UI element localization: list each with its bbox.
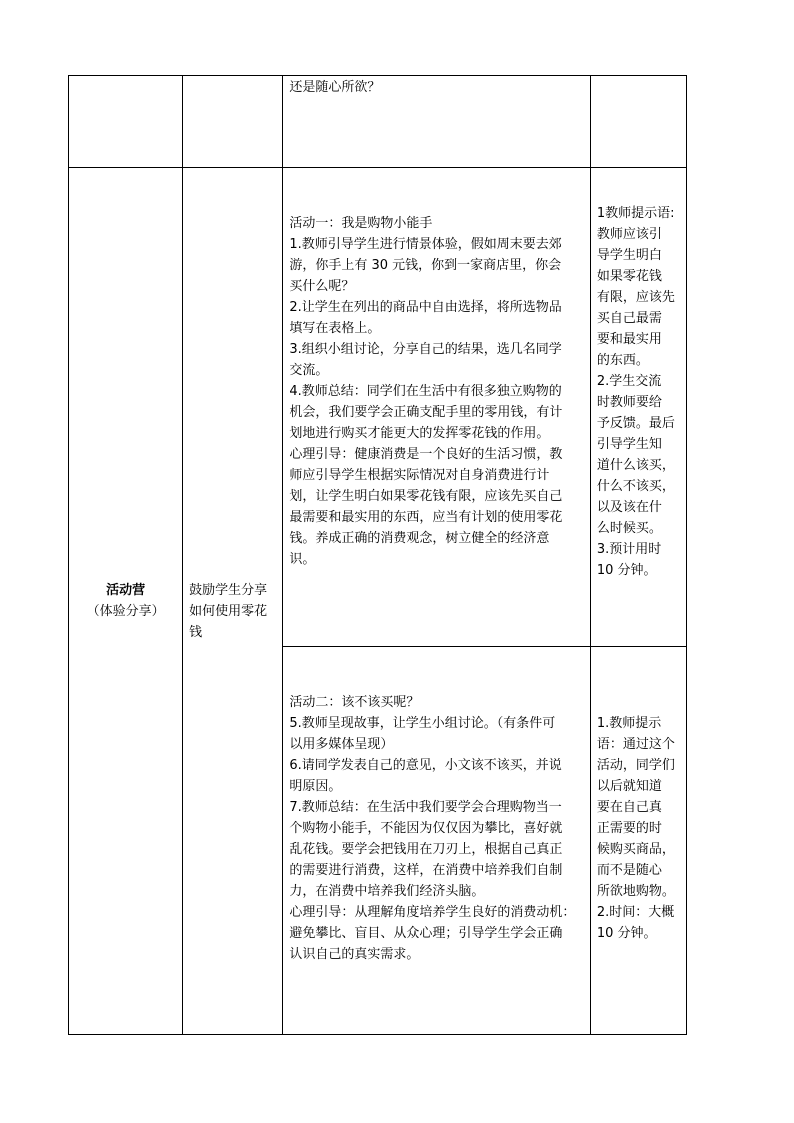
- activity-one-text: [283, 168, 589, 570]
- table-row: [69, 76, 687, 168]
- activity-one-line: 识。: [289, 552, 316, 567]
- activity-two-line: 活动二：该不该买呢？: [289, 695, 420, 710]
- activity-one-line: 划，让学生明白如果零花钱有限，应该先买自己: [289, 489, 563, 504]
- note-one-line: 教师应该引: [596, 227, 662, 242]
- activity-two-line: 5.教师呈现故事，让学生小组讨论。（有条件可: [289, 716, 556, 731]
- activity-two-line: 乱花钱。要学会把钱用在刀刃上，根据自己真正: [289, 842, 563, 857]
- activity-one-line: 师应引导学生根据实际情况对自身消费进行计: [289, 468, 550, 483]
- note-one-line: 如果零花钱: [596, 269, 662, 284]
- note-two-line: 正需要的时: [596, 821, 662, 836]
- stage-cell-empty: [69, 76, 183, 168]
- activity-two-line: 以用多媒体呈现）: [289, 737, 394, 752]
- note-one-line: 有限，应该先: [596, 290, 675, 305]
- note-two-text: [591, 647, 686, 944]
- activity-one-line: 活动一：我是购物小能手: [289, 216, 433, 231]
- activity-one-line: 划地进行购买才能更大的发挥零花钱的作用。: [289, 426, 550, 441]
- activity-two-line: 明原因。: [289, 779, 342, 794]
- activity-two-line: 的需要进行消费，这样，在消费中培养我们自制: [289, 863, 563, 878]
- note-two-line: 2.时间：大概: [596, 905, 675, 920]
- activity-one-cell: [283, 168, 590, 647]
- note-one-line: 时教师要给: [596, 395, 662, 410]
- note-one-line: 3.预计用时: [596, 542, 662, 557]
- lesson-plan-table: [68, 75, 687, 1035]
- note-one-line: 引导学生知: [596, 437, 662, 452]
- activity-two-line: 心理引导：从理解角度培养学生良好的消费动机：: [289, 905, 576, 920]
- note-one-line: 2.学生交流: [596, 374, 662, 389]
- note-two-line: 候购买商品，: [596, 842, 675, 857]
- activity-one-line: 1.教师引导学生进行情景体验，假如周末要去郊: [289, 237, 562, 252]
- goal-text: 鼓励学生分享如何使用零花钱: [189, 582, 268, 640]
- activity-one-line: 4.教师总结：同学们在生活中有很多独立购物的: [289, 384, 562, 399]
- stage-title: 活动营: [106, 583, 146, 598]
- activity-one-line: 心理引导：健康消费是一个良好的生活习惯，教: [289, 447, 563, 462]
- note-two-line: 语：通过这个: [596, 737, 675, 752]
- activity-one-line: 2.让学生在列出的商品中自由选择，将所选物品: [289, 300, 562, 315]
- note-one-line: 买自己最需: [596, 311, 662, 326]
- note-one-line: 10 分钟。: [596, 563, 657, 578]
- note-two-line: 而不是随心: [596, 863, 662, 878]
- note-one-line: 导学生明白: [596, 248, 662, 263]
- note-one-line: 的东西。: [596, 353, 649, 368]
- note-one-line: 以及该在什: [596, 500, 662, 515]
- note-one-line: 予反馈。最后: [596, 416, 675, 431]
- note-cell-empty: [590, 76, 686, 168]
- activity-two-line: 力，在消费中培养我们经济头脑。: [289, 884, 485, 899]
- goal-cell: [183, 168, 283, 1035]
- goal-cell-empty: [183, 76, 283, 168]
- note-one-line: 道什么该买，: [596, 458, 675, 473]
- note-two-line: 1.教师提示: [596, 716, 662, 731]
- note-one-line: 要和最实用: [596, 332, 662, 347]
- note-two-line: 活动，同学们: [596, 758, 675, 773]
- activity-one-line: 3.组织小组讨论，分享自己的结果，选几名同学: [289, 342, 562, 357]
- note-two-line: 所欲地购物。: [596, 884, 675, 899]
- table-row: [69, 168, 687, 647]
- activity-two-text: [283, 647, 589, 965]
- activity-two-line: 避免攀比、盲目、从众心理；引导学生学会正确: [289, 926, 563, 941]
- note-two-line: 要在自己真: [596, 800, 662, 815]
- activity-two-line: 7.教师总结：在生活中我们要学会合理购物当一: [289, 800, 562, 815]
- note-one-text: [591, 168, 686, 581]
- stage-cell: [69, 168, 183, 1035]
- activity-one-line: 最需要和最实用的东西，应当有计划的使用零花: [289, 510, 563, 525]
- note-one-line: 什么不该买，: [596, 479, 675, 494]
- note-one-line: 1教师提示语:: [596, 206, 675, 221]
- activity-two-cell: [283, 647, 590, 1035]
- activity-one-line: 钱。养成正确的消费观念，树立健全的经济意: [289, 531, 550, 546]
- activity-one-line: 填写在表格上。: [289, 321, 381, 336]
- note-two-cell: [590, 647, 686, 1035]
- note-two-line: 10 分钟。: [596, 926, 657, 941]
- note-one-line: 么时候买。: [596, 521, 662, 536]
- activity-one-line: 交流。: [289, 363, 329, 378]
- note-one-cell: [590, 168, 686, 647]
- content-text: 还是随心所欲？: [289, 80, 381, 95]
- activity-one-line: 买什么呢？: [289, 279, 355, 294]
- activity-two-line: 个购物小能手，不能因为仅仅因为攀比，喜好就: [289, 821, 563, 836]
- note-two-line: 以后就知道: [596, 779, 662, 794]
- content-cell: [283, 76, 590, 168]
- activity-one-line: 机会，我们要学会正确支配手里的零用钱，有计: [289, 405, 563, 420]
- activity-two-line: 认识自己的真实需求。: [289, 947, 420, 962]
- stage-subtitle: （体验分享）: [86, 604, 165, 619]
- activity-one-line: 游，你手上有 30 元钱，你到一家商店里，你会: [289, 258, 562, 273]
- activity-two-line: 6.请同学发表自己的意见，小文该不该买，并说: [289, 758, 562, 773]
